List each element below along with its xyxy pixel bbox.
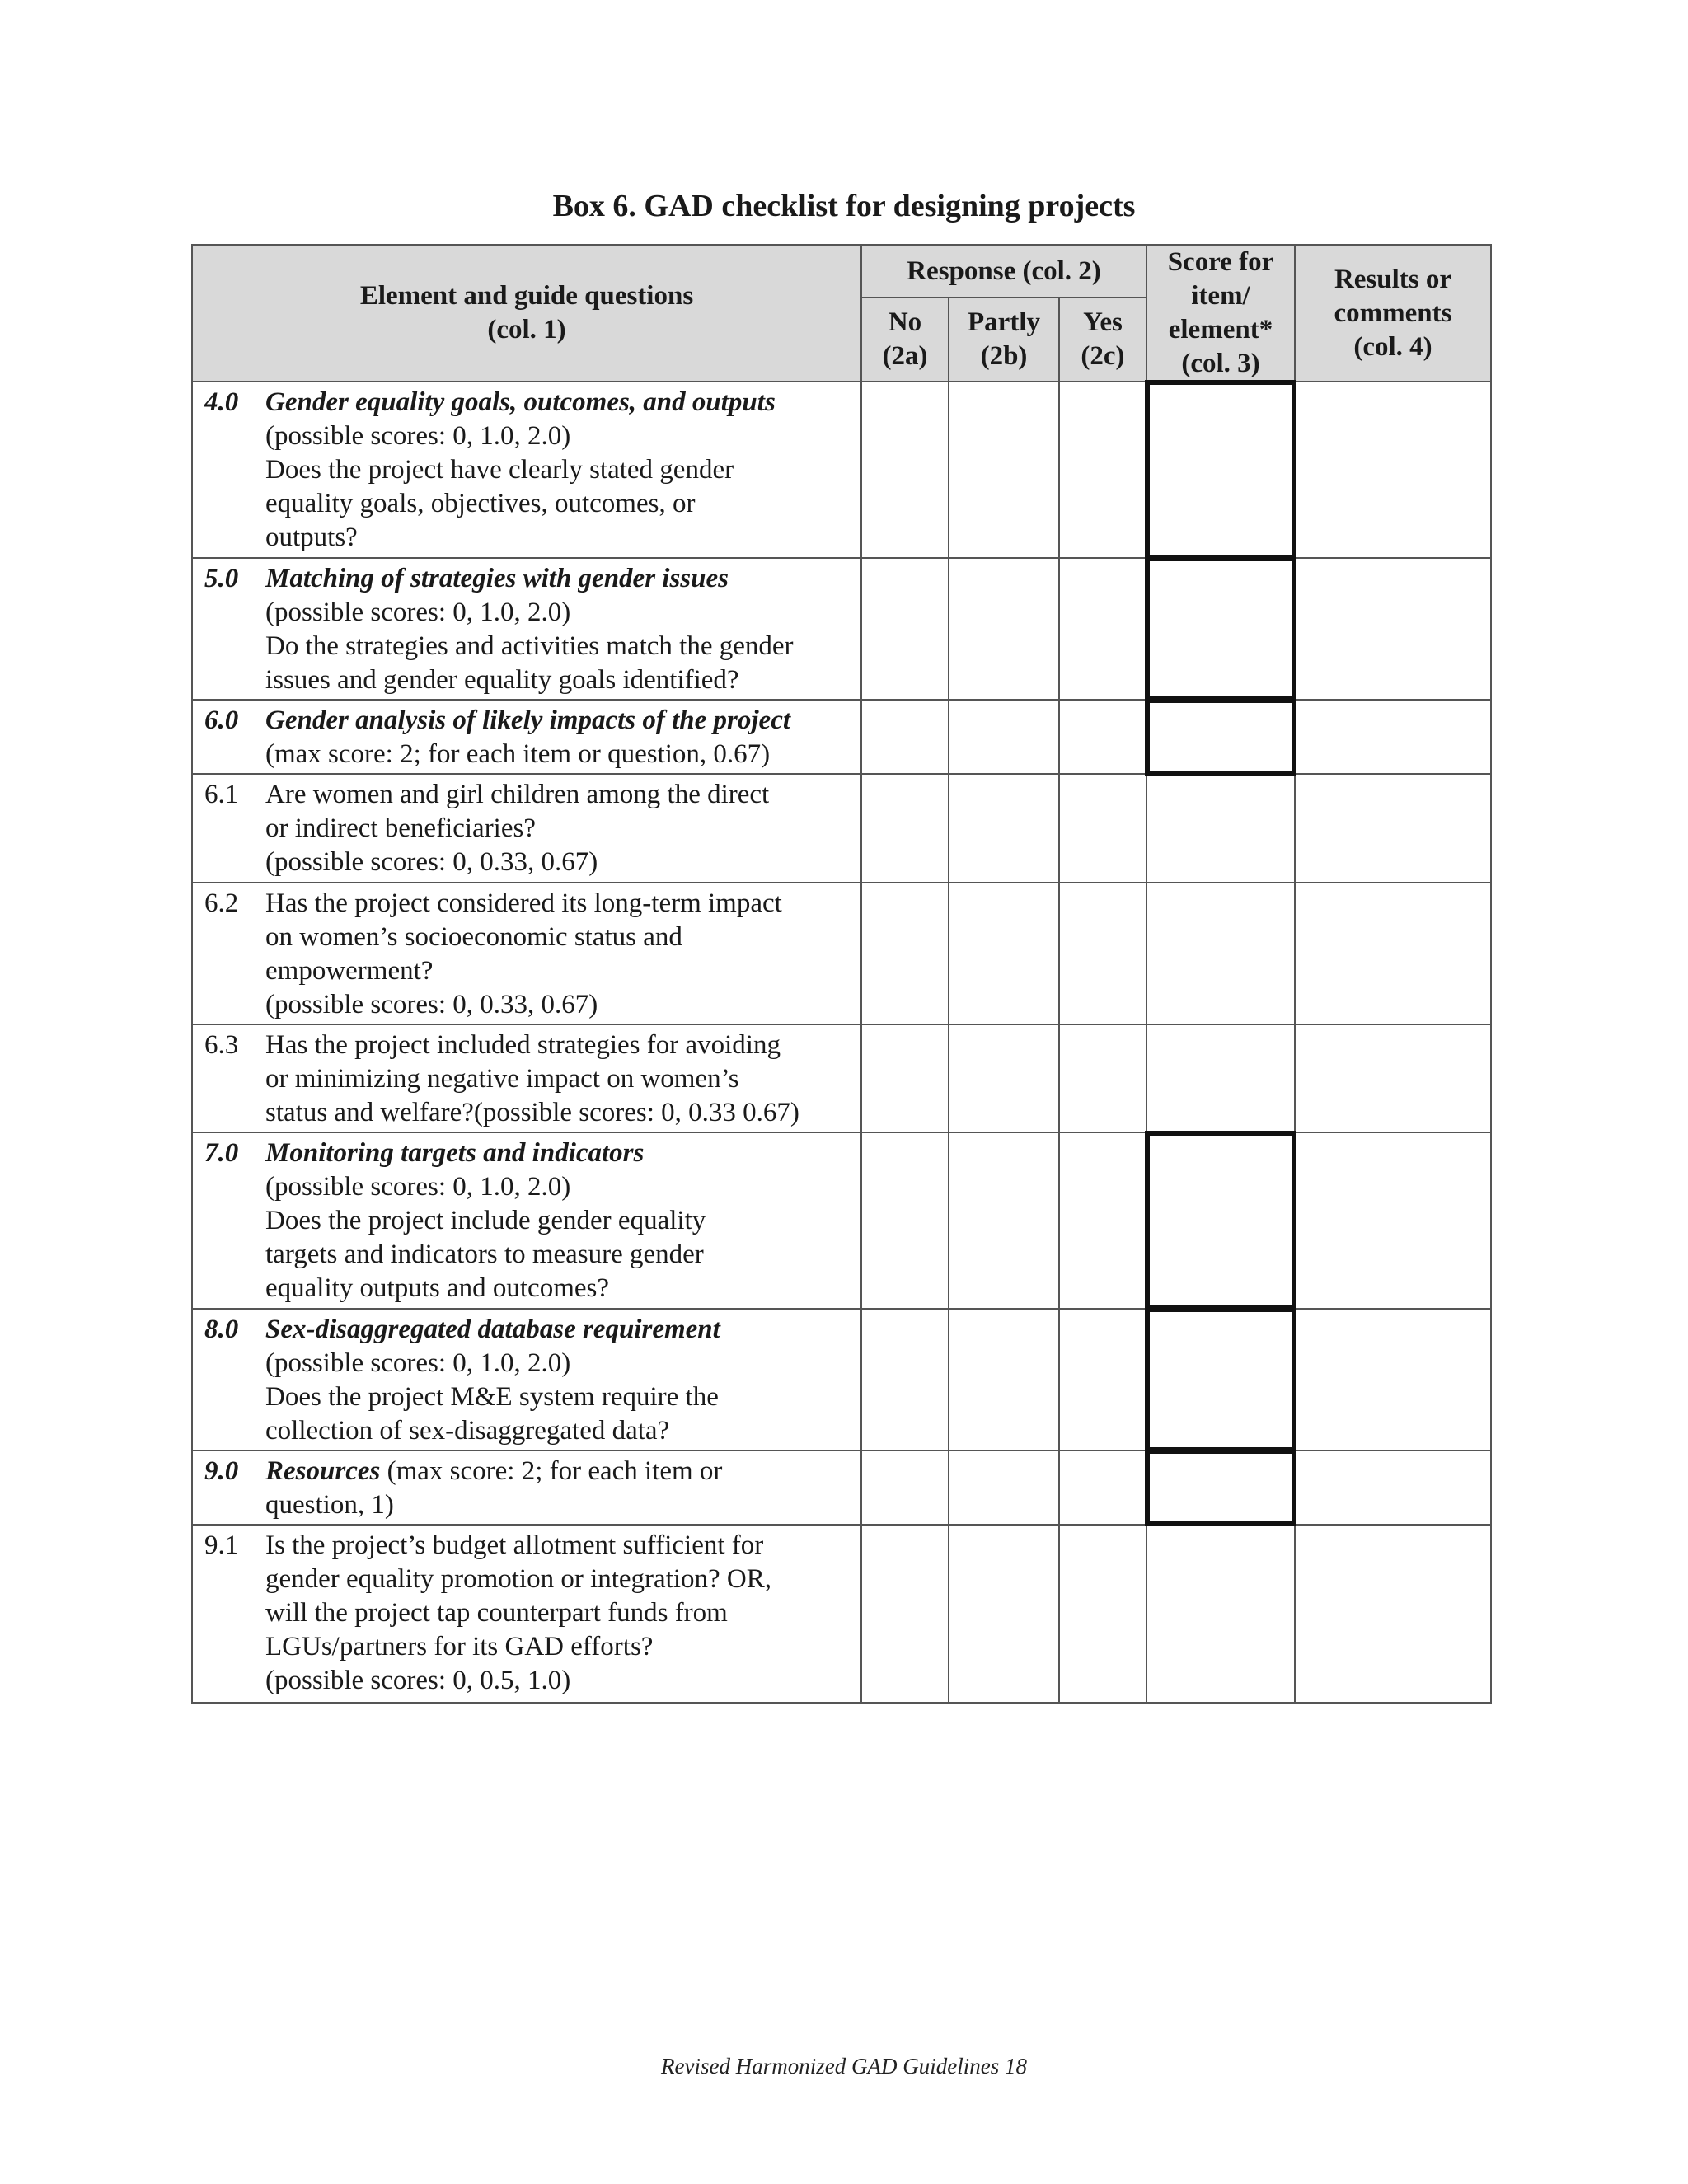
response-yes-cell[interactable] (1059, 1024, 1146, 1132)
response-yes-cell[interactable] (1059, 1451, 1146, 1525)
element-text-line: (possible scores: 0, 1.0, 2.0) (265, 1172, 571, 1202)
response-no-cell[interactable] (861, 700, 949, 774)
response-no-cell[interactable] (861, 1525, 949, 1703)
element-cell (192, 1132, 861, 1309)
header-response: Response (col. 2) (861, 245, 1146, 298)
score-cell[interactable] (1146, 1451, 1295, 1525)
element-text-line: (possible scores: 0, 1.0, 2.0) (265, 421, 571, 451)
element-heading: Monitoring targets and indicators (265, 1138, 645, 1168)
element-text-line: (possible scores: 0, 0.33, 0.67) (265, 990, 598, 1019)
score-cell[interactable] (1146, 1309, 1295, 1451)
results-cell[interactable] (1295, 1309, 1491, 1451)
response-yes-cell[interactable] (1059, 558, 1146, 700)
element-text-line: gender equality promotion or integration? OR, (265, 1564, 772, 1594)
response-partly-cell[interactable] (949, 1024, 1059, 1132)
element-heading: Resources (265, 1456, 381, 1486)
results-cell[interactable] (1295, 1525, 1491, 1703)
element-heading-suffix: (max score: 2; for each item or (380, 1456, 723, 1486)
header-no: No (2a) (861, 298, 949, 382)
element-text-line: on women’s socioeconomic status and (265, 922, 682, 952)
page-title: Box 6. GAD checklist for designing projects (552, 189, 1136, 223)
response-no-cell[interactable] (861, 1451, 949, 1525)
response-yes-cell[interactable] (1059, 774, 1146, 883)
results-cell[interactable] (1295, 700, 1491, 774)
response-partly-cell[interactable] (949, 1132, 1059, 1309)
element-number: 6.1 (204, 780, 239, 809)
response-yes-cell[interactable] (1059, 883, 1146, 1024)
score-cell[interactable] (1146, 883, 1295, 1024)
score-cell[interactable] (1146, 1024, 1295, 1132)
response-no-cell[interactable] (861, 558, 949, 700)
element-heading: Sex-disaggregated database requirement (265, 1315, 720, 1344)
element-cell (192, 1451, 861, 1525)
response-yes-cell[interactable] (1059, 382, 1146, 558)
header-yes: Yes (2c) (1059, 298, 1146, 382)
response-partly-cell[interactable] (949, 774, 1059, 883)
header-results: Results or comments (col. 4) (1295, 245, 1491, 382)
table-row (192, 1309, 1491, 1451)
response-yes-cell[interactable] (1059, 1309, 1146, 1451)
response-partly-cell[interactable] (949, 1309, 1059, 1451)
element-cell (192, 700, 861, 774)
response-yes-cell[interactable] (1059, 1132, 1146, 1309)
results-cell[interactable] (1295, 382, 1491, 558)
results-cell[interactable] (1295, 774, 1491, 883)
score-cell[interactable] (1146, 1132, 1295, 1309)
element-text-line: will the project tap counterpart funds from (265, 1598, 728, 1628)
response-no-cell[interactable] (861, 883, 949, 1024)
table-row (192, 558, 1491, 700)
response-no-cell[interactable] (861, 1024, 949, 1132)
table-row (192, 1525, 1491, 1703)
score-box-border (1145, 1449, 1296, 1526)
score-box-border (1145, 556, 1296, 701)
gad-checklist-table (191, 244, 1492, 1704)
results-cell[interactable] (1295, 883, 1491, 1024)
response-no-cell[interactable] (861, 1132, 949, 1309)
element-text-line: question, 1) (265, 1490, 394, 1520)
score-box-border (1145, 380, 1296, 560)
element-number: 6.3 (204, 1030, 239, 1060)
element-heading: Matching of strategies with gender issues (265, 564, 729, 593)
page-footer: Revised Harmonized GAD Guidelines 18 (661, 2054, 1027, 2079)
element-text-line: issues and gender equality goals identified? (265, 665, 739, 695)
element-heading: Gender analysis of likely impacts of the project (265, 705, 791, 735)
response-partly-cell[interactable] (949, 700, 1059, 774)
element-cell (192, 558, 861, 700)
element-text-line: equality goals, objectives, outcomes, or (265, 489, 696, 518)
element-text-line: Has the project considered its long-term impact (265, 888, 782, 918)
response-partly-cell[interactable] (949, 883, 1059, 1024)
results-cell[interactable] (1295, 558, 1491, 700)
element-text-line: Does the project have clearly stated gender (265, 455, 734, 485)
element-text-line: collection of sex-disaggregated data? (265, 1416, 670, 1446)
element-text-line: equality outputs and outcomes? (265, 1273, 609, 1303)
element-text-line: (possible scores: 0, 1.0, 2.0) (265, 598, 571, 627)
table-row (192, 382, 1491, 558)
element-number: 9.1 (204, 1530, 239, 1560)
response-no-cell[interactable] (861, 382, 949, 558)
element-text-line: or minimizing negative impact on women’s (265, 1064, 739, 1094)
element-text-line: Does the project M&E system require the (265, 1382, 719, 1412)
element-text-line: (possible scores: 0, 1.0, 2.0) (265, 1348, 571, 1378)
score-cell[interactable] (1146, 1525, 1295, 1703)
element-number: 6.0 (204, 705, 239, 735)
element-text-line: empowerment? (265, 956, 434, 986)
response-yes-cell[interactable] (1059, 1525, 1146, 1703)
element-number: 6.2 (204, 888, 239, 918)
response-no-cell[interactable] (861, 1309, 949, 1451)
header-score: Score for item/ element* (col. 3) (1146, 245, 1295, 382)
score-cell[interactable] (1146, 700, 1295, 774)
response-partly-cell[interactable] (949, 382, 1059, 558)
table-row (192, 1132, 1491, 1309)
element-cell (192, 1024, 861, 1132)
response-partly-cell[interactable] (949, 558, 1059, 700)
score-cell[interactable] (1146, 382, 1295, 558)
header-partly: Partly (2b) (949, 298, 1059, 382)
table-row (192, 883, 1491, 1024)
response-partly-cell[interactable] (949, 1451, 1059, 1525)
element-text-line: Are women and girl children among the direct (265, 780, 770, 809)
response-yes-cell[interactable] (1059, 700, 1146, 774)
table-row (192, 1451, 1491, 1525)
element-text-line: Do the strategies and activities match the gender (265, 631, 794, 661)
element-cell (192, 774, 861, 883)
header-element: Element and guide questions (col. 1) (192, 245, 861, 382)
element-number: 5.0 (204, 564, 239, 593)
element-text-line: (max score: 2; for each item or question, 0.67) (265, 739, 771, 769)
score-cell[interactable] (1146, 774, 1295, 883)
element-heading: Gender equality goals, outcomes, and outputs (265, 387, 776, 417)
results-cell[interactable] (1295, 1024, 1491, 1132)
element-cell (192, 883, 861, 1024)
element-text-line: outputs? (265, 523, 358, 552)
element-text-line: targets and indicators to measure gender (265, 1240, 704, 1269)
element-text-line: Has the project included strategies for avoiding (265, 1030, 781, 1060)
results-cell[interactable] (1295, 1451, 1491, 1525)
element-number: 4.0 (204, 387, 239, 417)
score-box-border (1145, 1131, 1296, 1310)
element-text-line: Is the project’s budget allotment sufficient for (265, 1530, 764, 1560)
response-partly-cell[interactable] (949, 1525, 1059, 1703)
table-row (192, 774, 1491, 883)
results-cell[interactable] (1295, 1132, 1491, 1309)
score-box-border (1145, 1307, 1296, 1452)
response-no-cell[interactable] (861, 774, 949, 883)
element-text-line: status and welfare?(possible scores: 0, 0.33 0.67) (265, 1098, 799, 1127)
element-number: 8.0 (204, 1315, 239, 1344)
element-cell (192, 1525, 861, 1703)
element-number: 9.0 (204, 1456, 239, 1486)
table-row (192, 700, 1491, 774)
element-text-line: (possible scores: 0, 0.5, 1.0) (265, 1666, 571, 1695)
element-text-line: LGUs/partners for its GAD efforts? (265, 1632, 654, 1661)
element-text-line: Does the project include gender equality (265, 1206, 706, 1235)
element-cell (192, 1309, 861, 1451)
table-row (192, 1024, 1491, 1132)
element-number: 7.0 (204, 1138, 239, 1168)
element-text-line: (possible scores: 0, 0.33, 0.67) (265, 847, 598, 877)
element-cell (192, 382, 861, 558)
score-cell[interactable] (1146, 558, 1295, 700)
element-text-line: or indirect beneficiaries? (265, 813, 536, 843)
score-box-border (1145, 698, 1296, 776)
